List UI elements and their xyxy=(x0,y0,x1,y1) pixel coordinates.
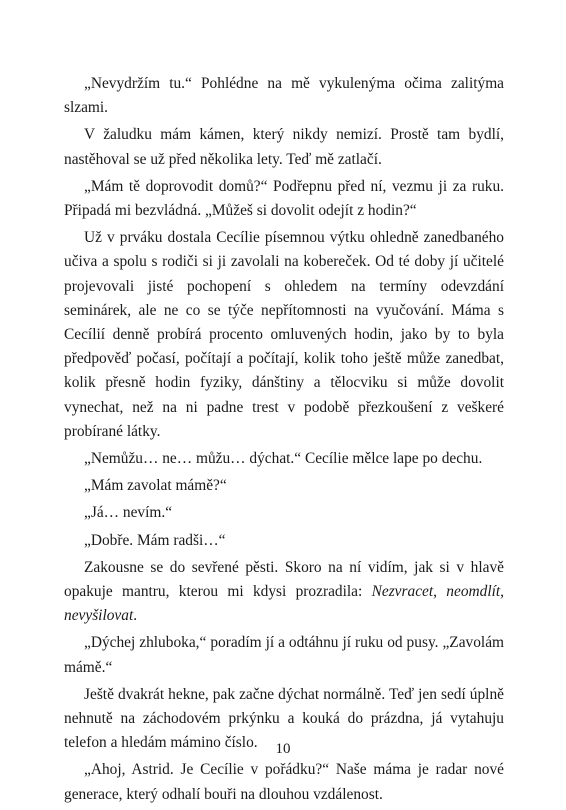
paragraph-text: „Nevydržím tu.“ Pohlédne na mě vykulenýma očima zalitýma slzami. xyxy=(64,75,504,117)
paragraph xyxy=(64,226,504,444)
paragraph-text: . xyxy=(133,607,138,625)
body-text xyxy=(64,72,504,810)
paragraph xyxy=(64,529,504,553)
paragraph-text: „Já… nevím.“ xyxy=(84,504,173,522)
paragraph-text: „Dobře. Mám radši…“ xyxy=(84,531,226,549)
paragraph xyxy=(64,72,504,120)
paragraph-text: V žaludku mám kámen, který nikdy nemizí. Prostě tam bydlí, nastěhoval se už před několika lety. Teď mě zatlačí. xyxy=(64,126,504,168)
paragraph-text: „Ahoj, Astrid. Je Cecílie v pořádku?“ Naše máma je radar nové generace, který odhalí bouři na dlouhou vzdálenost. xyxy=(64,761,504,803)
paragraph-text: Už v prváku dostala Cecílie písemnou výtku ohledně zanedbaného učiva a spolu s rodiči si ji zavolali na kobereček. Od té doby jí učitelé projevovali jisté pochopení s ohledem na termíny odevzdání seminárek, ale ne co se týče nepřítomnosti na vyučování. Máma s Cecílií denně probírá procento omluvených hodin, jako by to byla předpověď počasí, počítají a počítají, kolik toho ještě může zanedbat, kolik přesně hodin fyziky, dánštiny a tělocviku si může dovolit vynechat, než na ni padne trest v podobě přezkoušení z veškeré probírané látky. xyxy=(64,229,504,440)
paragraph-text: „Nemůžu… ne… můžu… dýchat.“ Cecílie mělce lape po dechu. xyxy=(84,450,483,468)
page-number: 10 xyxy=(275,741,291,757)
paragraph-text: Ještě dvakrát hekne, pak začne dýchat normálně. Teď jen sedí úplně nehnutě na záchodovém prkýnku a kouká do prázdna, já vytahuju telefon a hledám mámino číslo. xyxy=(64,685,504,752)
paragraph xyxy=(64,447,504,471)
paragraph-text: „Mám zavolat mámě?“ xyxy=(84,477,227,495)
paragraph-text: „Dýchej zhluboka,“ poradím jí a odtáhnu jí ruku od pusy. „Zavolám mámě.“ xyxy=(64,634,504,676)
paragraph xyxy=(64,474,504,498)
paragraph-text: „Mám tě doprovodit domů?“ Podřepnu před ní, vezmu ji za ruku. Připadá mi bezvládná. „Můžeš si dovolit odejít z hodin?“ xyxy=(64,177,504,220)
paragraph xyxy=(64,501,504,525)
paragraph xyxy=(64,123,504,171)
paragraph xyxy=(64,556,504,629)
italic-text: Nezvracet, neomdlít, nevyšilovat xyxy=(64,583,504,625)
paragraph xyxy=(64,631,504,679)
paragraph-text: Zakousne se do sevřené pěsti. Skoro na ní vidím, jak si v hlavě opakuje mantru, kterou mi kdysi prozradila: xyxy=(64,558,504,601)
paragraph xyxy=(64,175,504,223)
